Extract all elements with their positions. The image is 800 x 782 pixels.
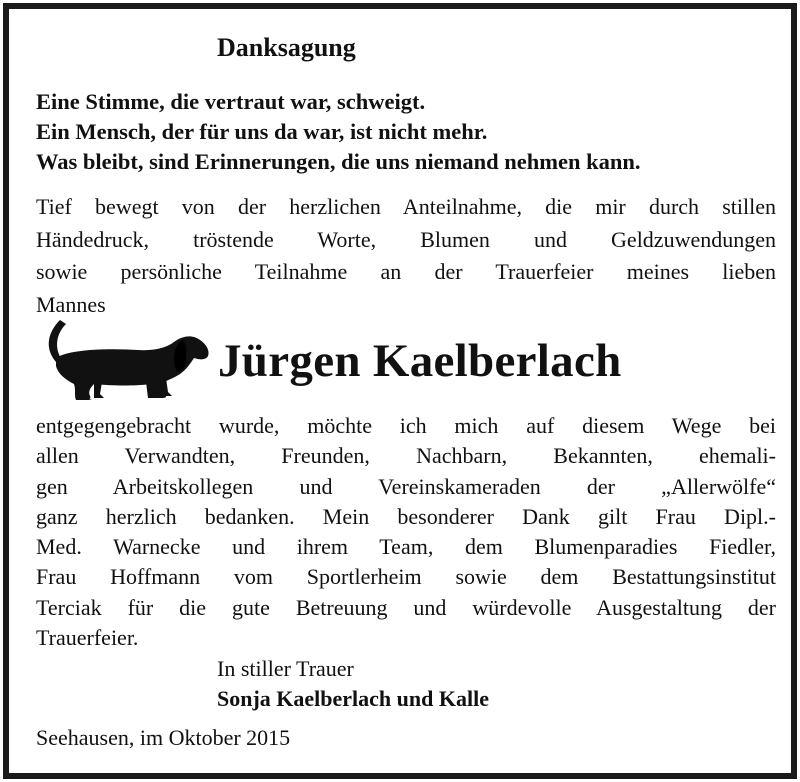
- intro-line: Tief bewegt von der herzlichen Anteilnahme, die mir durch stillen: [36, 194, 776, 219]
- signature-block: [217, 654, 489, 714]
- closing-phrase: In stiller Trauer: [217, 656, 354, 681]
- body-line: Trauerfeier.: [36, 625, 139, 651]
- notice-title: Danksagung: [217, 33, 356, 62]
- body-line: Terciak für die gute Betreuung und würdevolle Ausgestaltung der: [36, 594, 776, 620]
- body-line: ganz herzlich bedanken. Mein besonderer Dank gilt Frau Dipl.-: [36, 503, 776, 529]
- intro-line: Händedruck, tröstende Worte, Blumen und Geldzuwendungen: [36, 226, 776, 252]
- dachshund-silhouette-icon: [42, 318, 210, 404]
- body-paragraph: [36, 411, 776, 653]
- intro-paragraph: [36, 191, 776, 321]
- deceased-name-row: [36, 318, 776, 408]
- quote-line: Eine Stimme, die vertraut war, schweigt.: [36, 89, 426, 114]
- intro-line: Mannes: [36, 291, 106, 317]
- body-line: gen Arbeitskollegen und Vereinskameraden der „Allerwölfe“: [36, 473, 776, 499]
- quote-line: Was bleibt, sind Erinnerungen, die uns niemand nehmen kann.: [36, 149, 641, 174]
- quote-line: Ein Mensch, der für uns da war, ist nicht mehr.: [36, 119, 488, 144]
- body-line: Frau Hoffmann vom Sportlerheim sowie dem Bestattungsinstitut: [36, 564, 776, 590]
- body-line: Med. Warnecke und ihrem Team, dem Blumenparadies Fiedler,: [36, 534, 776, 560]
- place-date: Seehausen, im Oktober 2015: [36, 725, 291, 750]
- quote-block: [36, 87, 776, 177]
- intro-line: sowie persönliche Teilnahme an der Trauerfeier meines lieben: [36, 259, 776, 284]
- notice-frame: [3, 3, 797, 779]
- body-line: entgegengebracht wurde, möchte ich mich auf diesem Wege bei: [36, 413, 776, 438]
- deceased-name: Jürgen Kaelberlach: [218, 335, 622, 387]
- body-line: allen Verwandten, Freunden, Nachbarn, Bekannten, ehemali-: [36, 443, 776, 469]
- signer-names: Sonja Kaelberlach und Kalle: [217, 686, 489, 711]
